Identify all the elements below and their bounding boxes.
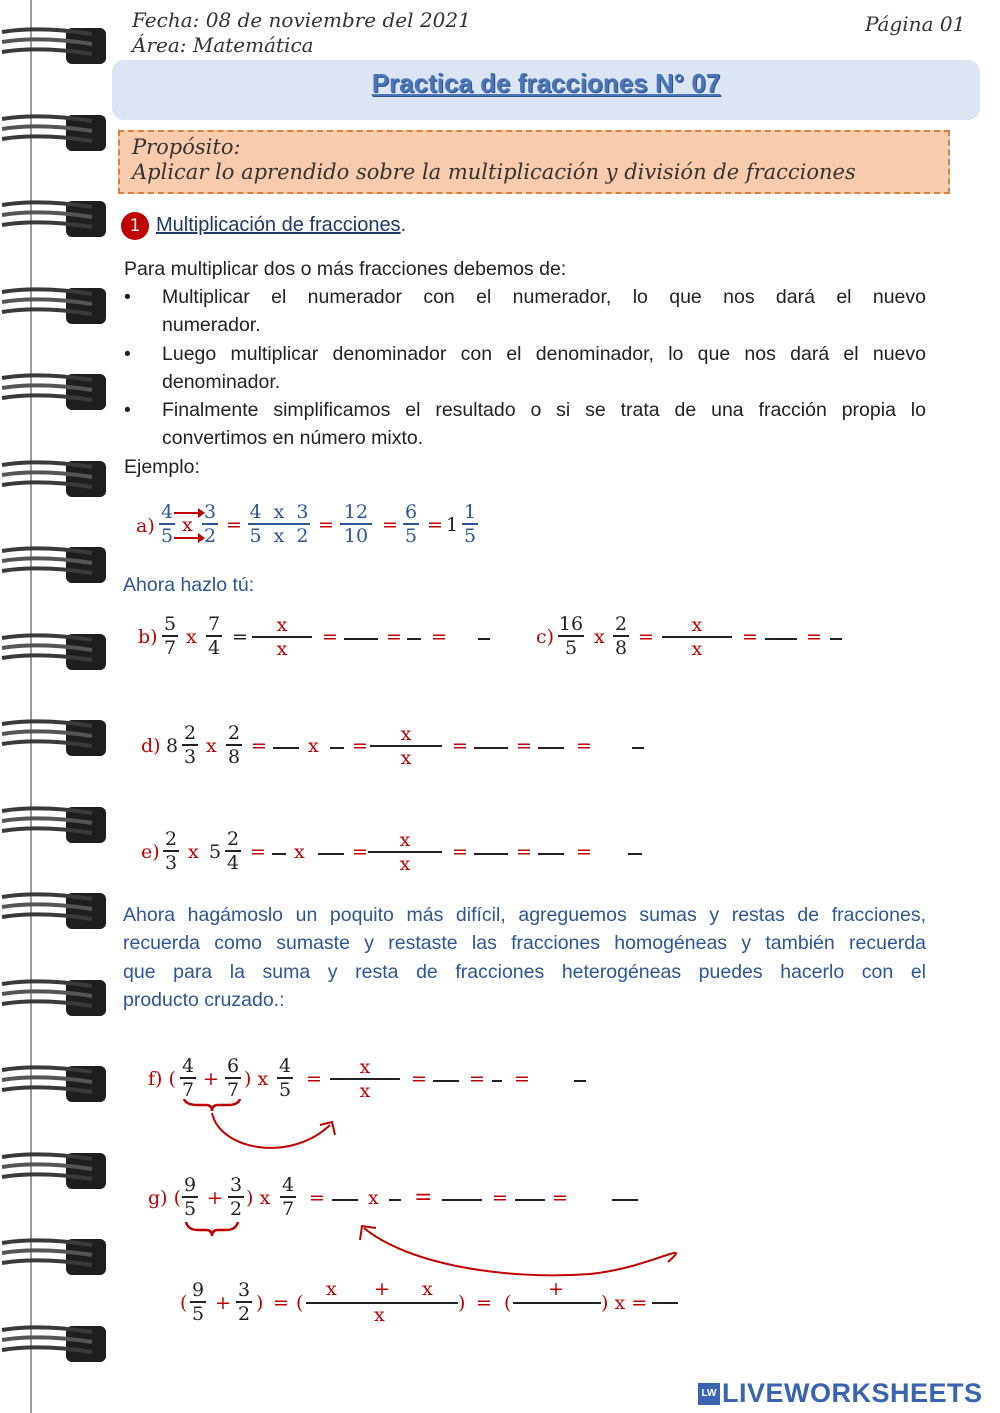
exercise-f-frac3 bbox=[276, 1055, 294, 1101]
exercise-h-top-plus2: + bbox=[548, 1278, 564, 1300]
exercise-f-eq1: = bbox=[411, 1068, 427, 1090]
exercise-h-paren-open2: ( bbox=[504, 1292, 512, 1314]
times-top: x bbox=[399, 829, 411, 851]
exercise-b-frac1 bbox=[161, 613, 179, 659]
exercise-e-blank4[interactable] bbox=[538, 853, 564, 855]
bullet-1-line1: Multiplicar el numerador con el numerador, lo que nos dará el nuevo bbox=[162, 286, 926, 308]
exercise-c-eq1: = bbox=[742, 626, 758, 648]
arrow-curve bbox=[364, 1228, 676, 1275]
example-a-mixed bbox=[461, 501, 479, 547]
exercise-g-eq0: = bbox=[309, 1187, 325, 1209]
exercise-h-tail: ) x = bbox=[601, 1292, 648, 1314]
denominator: 7 bbox=[226, 1078, 240, 1101]
times-top: x bbox=[359, 1056, 371, 1078]
exercise-d-times: x bbox=[206, 735, 217, 757]
times-top: x bbox=[691, 614, 703, 636]
exercise-h-eq1: = bbox=[476, 1292, 492, 1314]
numerator: 2 bbox=[227, 722, 241, 744]
exercise-d-product-blank[interactable] bbox=[370, 723, 442, 769]
exercise-e-product-blank[interactable] bbox=[368, 829, 442, 875]
exercise-h-blank-final[interactable] bbox=[652, 1302, 678, 1304]
numerator: 3 bbox=[203, 501, 217, 523]
exercise-g-close: ) x bbox=[246, 1187, 271, 1209]
numerator: 2 bbox=[183, 722, 197, 744]
area-line: Área: Matemática bbox=[132, 33, 314, 57]
numerator: 9 bbox=[183, 1174, 197, 1196]
exercise-d-blank5[interactable] bbox=[632, 747, 644, 749]
denominator: 5 bbox=[160, 524, 174, 547]
times-top: x bbox=[400, 723, 412, 745]
exercise-d-label: d) bbox=[141, 735, 161, 757]
example-a-eq3: = bbox=[382, 514, 398, 536]
example-a-result bbox=[339, 501, 373, 547]
exercise-f-blank2[interactable] bbox=[492, 1080, 502, 1082]
purpose-label: Propósito: bbox=[132, 135, 241, 159]
denominator: 2 bbox=[203, 524, 217, 547]
denominator: 3 bbox=[164, 851, 178, 874]
exercise-b-eq0: = bbox=[232, 626, 248, 648]
times-bottom: x bbox=[691, 637, 703, 660]
spiral-ring bbox=[0, 368, 110, 418]
bullet-2-mark: • bbox=[124, 343, 131, 365]
spiral-ring bbox=[0, 1233, 110, 1283]
exercise-d-eq0: = bbox=[251, 735, 267, 757]
exercise-g-eq1: = bbox=[414, 1185, 433, 1210]
bullet-1-line2: numerador. bbox=[162, 314, 261, 336]
exercise-h-eq0: = bbox=[273, 1292, 289, 1314]
denominator: 5 bbox=[278, 1078, 292, 1101]
numerator: 4 bbox=[160, 501, 174, 523]
example-a-eq1: = bbox=[226, 514, 242, 536]
exercise-d-blank3[interactable] bbox=[474, 747, 508, 749]
example-a-eq4: = bbox=[427, 514, 443, 536]
exercise-g-frac1 bbox=[181, 1174, 199, 1220]
bullet-3-line1: Finalmente simplificamos el resultado o si se trata de una fracción propia lo bbox=[162, 399, 926, 421]
exercise-g-label: g) ( bbox=[148, 1187, 182, 1209]
exercise-c-times: x bbox=[594, 626, 605, 648]
denominator: 2 bbox=[229, 1197, 243, 1220]
denominator: 8 bbox=[227, 745, 241, 768]
denominator: 7 bbox=[163, 636, 177, 659]
exercise-f-eq0: = bbox=[306, 1068, 322, 1090]
exercise-f-blank1[interactable] bbox=[433, 1080, 459, 1082]
exercise-g-eq2: = bbox=[492, 1187, 508, 1209]
exercise-b-eq1: = bbox=[322, 626, 338, 648]
numerator: 3 bbox=[237, 1279, 251, 1301]
numerator: 2 bbox=[164, 828, 178, 850]
bullet-2-line1: Luego multiplicar denominador con el denominador, lo que nos dará el nuevo bbox=[162, 343, 926, 365]
exercise-e-times: x bbox=[188, 841, 199, 863]
numerator: 9 bbox=[191, 1279, 205, 1301]
numerator: 3 bbox=[229, 1174, 243, 1196]
spiral-ring bbox=[0, 22, 110, 72]
exercise-h-frac2 bbox=[235, 1279, 253, 1325]
denominator: 7 bbox=[181, 1078, 195, 1101]
exercise-c-frac2 bbox=[612, 613, 630, 659]
prompt-harder-line4: producto cruzado.: bbox=[123, 989, 285, 1011]
logo-badge: LW bbox=[698, 1383, 720, 1405]
example-a-simplified bbox=[402, 501, 420, 547]
bullet-2-line2: denominador. bbox=[162, 371, 281, 393]
times-bottom: x bbox=[276, 637, 288, 660]
exercise-e-eq2: = bbox=[452, 841, 468, 863]
exercise-g-eq3: = bbox=[552, 1187, 568, 1209]
numerator: 1 bbox=[463, 501, 477, 523]
exercise-e-blank1[interactable] bbox=[272, 853, 286, 855]
example-a-product bbox=[247, 501, 311, 547]
exercise-f-frac1 bbox=[179, 1055, 197, 1101]
spiral-ring bbox=[0, 887, 110, 937]
exercise-e-frac2 bbox=[224, 828, 242, 874]
exercise-f-plus: + bbox=[203, 1068, 219, 1090]
numerator: 2 bbox=[614, 613, 628, 635]
exercise-h-plus: + bbox=[215, 1292, 231, 1314]
exercise-e-whole: 5 bbox=[209, 841, 222, 863]
exercise-h-open: ( bbox=[180, 1292, 188, 1314]
exercise-d-blank4[interactable] bbox=[538, 747, 564, 749]
exercise-h-close: ) bbox=[256, 1292, 264, 1314]
exercise-d-whole: 8 bbox=[166, 735, 179, 757]
exercise-g-frac2 bbox=[227, 1174, 245, 1220]
exercise-f-brace-arrow bbox=[180, 1095, 350, 1165]
times-bottom: x bbox=[399, 852, 411, 875]
spiral-ring bbox=[0, 541, 110, 591]
denominator: 4 bbox=[226, 851, 240, 874]
exercise-b-eq2: = bbox=[386, 626, 402, 648]
denominator: 3 bbox=[183, 745, 197, 768]
brace bbox=[184, 1099, 240, 1111]
exercise-b-blank3[interactable] bbox=[478, 638, 490, 640]
section-title-text: Multiplicación de fracciones bbox=[156, 214, 401, 236]
spiral-ring bbox=[0, 455, 110, 505]
denominator: 5 bbox=[404, 524, 418, 547]
exercise-f-label: f) ( bbox=[148, 1068, 176, 1090]
prompt-harder-line1: Ahora hagámoslo un poquito más difícil, agreguemos sumas y restas de fracciones, bbox=[123, 904, 926, 926]
exercise-d-blank2[interactable] bbox=[330, 747, 344, 749]
exercise-g-blank2[interactable] bbox=[389, 1199, 401, 1201]
exercise-b-times: x bbox=[186, 626, 197, 648]
exercise-c-eq2: = bbox=[806, 626, 822, 648]
exercise-h-top-x2: x bbox=[422, 1278, 433, 1300]
example-a-times: x bbox=[182, 514, 193, 536]
section-title bbox=[156, 214, 406, 237]
exercise-c-frac1 bbox=[557, 613, 585, 659]
spiral-ring bbox=[0, 628, 110, 678]
exercise-e-eq1: = bbox=[352, 841, 368, 863]
spiral-ring bbox=[0, 1147, 110, 1197]
times-bottom: x bbox=[400, 746, 412, 769]
exercise-h-fraction-bar2[interactable] bbox=[513, 1302, 601, 1304]
numerator: 12 bbox=[343, 501, 369, 523]
exercise-e-label: e) bbox=[141, 841, 160, 863]
exercise-g-times: x bbox=[368, 1187, 379, 1209]
denominator: 5 bbox=[191, 1302, 205, 1325]
exercise-c-label: c) bbox=[536, 626, 555, 648]
example-a-label: a) bbox=[136, 515, 155, 537]
bullet-1-mark: • bbox=[124, 286, 131, 308]
numerator: 5 bbox=[163, 613, 177, 635]
exercise-h-top-plus: + bbox=[374, 1278, 390, 1300]
denominator: 5 bbox=[183, 1197, 197, 1220]
exercise-e-eq3: = bbox=[516, 841, 532, 863]
exercise-f-close: ) x bbox=[244, 1068, 269, 1090]
example-label: Ejemplo: bbox=[124, 456, 200, 478]
exercise-e-eq0: = bbox=[250, 841, 266, 863]
exercise-e-frac1 bbox=[162, 828, 180, 874]
exercise-g-blank1[interactable] bbox=[332, 1199, 358, 1201]
numerator: 4 bbox=[278, 1055, 292, 1077]
exercise-h-top-x1: x bbox=[326, 1278, 337, 1300]
spiral-ring bbox=[0, 1320, 110, 1370]
logo-text: LIVEWORKSHEETS bbox=[722, 1378, 983, 1408]
spiral-ring bbox=[0, 109, 110, 159]
intro-text: Para multiplicar dos o más fracciones debemos de: bbox=[124, 258, 567, 280]
exercise-d-eq2: = bbox=[452, 735, 468, 757]
exercise-d-eq3: = bbox=[516, 735, 532, 757]
arrow-head bbox=[360, 1226, 376, 1240]
exercise-g-plus: + bbox=[207, 1187, 223, 1209]
exercise-b-blank1[interactable] bbox=[344, 638, 378, 640]
exercise-e-times2: x bbox=[294, 841, 305, 863]
exercise-f-frac2 bbox=[224, 1055, 242, 1101]
page-number: Página 01 bbox=[865, 12, 966, 36]
bullet-3-line2: convertimos en número mixto. bbox=[162, 427, 424, 449]
numerator: 4 bbox=[181, 1055, 195, 1077]
exercise-f-eq3: = bbox=[514, 1068, 530, 1090]
exercise-d-blank1[interactable] bbox=[273, 747, 299, 749]
denominator: 5 bbox=[463, 524, 477, 547]
exercise-h-frac1 bbox=[189, 1279, 207, 1325]
exercise-g-frac3 bbox=[279, 1174, 297, 1220]
numerator: 6 bbox=[404, 501, 418, 523]
exercise-b-frac2 bbox=[205, 613, 223, 659]
denominator: 4 bbox=[207, 636, 221, 659]
exercise-f-eq2: = bbox=[469, 1068, 485, 1090]
liveworksheets-logo bbox=[698, 1378, 983, 1409]
numerator: 4 x 3 bbox=[249, 501, 309, 523]
exercise-g-blank4[interactable] bbox=[515, 1199, 545, 1201]
denominator: 7 bbox=[281, 1197, 295, 1220]
section-number-badge: 1 bbox=[121, 212, 149, 240]
exercise-c-product-blank[interactable] bbox=[662, 614, 732, 660]
spiral-ring bbox=[0, 974, 110, 1024]
prompt-try-yourself: Ahora hazlo tú: bbox=[123, 574, 255, 596]
exercise-b-eq3: = bbox=[431, 626, 447, 648]
exercise-h-paren-close: ) bbox=[458, 1292, 466, 1314]
denominator: 2 bbox=[237, 1302, 251, 1325]
denominator: 8 bbox=[614, 636, 628, 659]
numerator: 16 bbox=[558, 613, 584, 635]
exercise-b-blank2[interactable] bbox=[407, 638, 421, 640]
exercise-g-blank5[interactable] bbox=[612, 1199, 638, 1201]
section-title-dot: . bbox=[400, 214, 407, 236]
exercise-e-blank3[interactable] bbox=[474, 853, 508, 855]
spiral-ring bbox=[0, 801, 110, 851]
spiral-ring bbox=[0, 714, 110, 764]
prompt-harder-line2: recuerda como sumaste y restaste las fracciones homogéneas y también recuerda bbox=[123, 932, 926, 954]
spiral-ring bbox=[0, 1060, 110, 1110]
prompt-harder-line3: que para la suma y resta de fracciones heterogéneas puedes hacerlo con el bbox=[123, 961, 926, 983]
exercise-d-frac1 bbox=[181, 722, 199, 768]
example-a-frac2 bbox=[201, 501, 219, 547]
exercise-f-blank3[interactable] bbox=[574, 1080, 586, 1082]
exercise-h-paren-open: ( bbox=[296, 1292, 304, 1314]
denominator: 10 bbox=[343, 524, 369, 547]
page-title: Practica de fracciones N° 07 bbox=[371, 68, 721, 98]
bullet-3-mark: • bbox=[124, 399, 131, 421]
exercise-h-bottom-x: x bbox=[374, 1304, 385, 1326]
brace bbox=[186, 1222, 238, 1236]
exercise-b-product-blank[interactable] bbox=[252, 614, 312, 660]
exercise-g-brace bbox=[184, 1218, 244, 1242]
numerator: 4 bbox=[281, 1174, 295, 1196]
example-a-eq2: = bbox=[318, 514, 334, 536]
spiral-ring bbox=[0, 195, 110, 245]
exercise-c-blank2[interactable] bbox=[830, 638, 842, 640]
exercise-e-eq4: = bbox=[576, 841, 592, 863]
exercise-e-blank2[interactable] bbox=[318, 853, 344, 855]
exercise-g-blank3[interactable] bbox=[442, 1199, 482, 1201]
example-a-whole: 1 bbox=[446, 514, 459, 536]
exercise-c-eq0: = bbox=[638, 626, 654, 648]
denominator: 5 x 2 bbox=[249, 524, 309, 547]
numerator: 2 bbox=[226, 828, 240, 850]
numerator: 6 bbox=[226, 1055, 240, 1077]
exercise-b-label: b) bbox=[138, 626, 158, 648]
exercise-d-frac2 bbox=[225, 722, 243, 768]
exercise-d-eq4: = bbox=[576, 735, 592, 757]
exercise-c-blank1[interactable] bbox=[765, 638, 797, 640]
denominator: 5 bbox=[564, 636, 578, 659]
exercise-g-return-arrow bbox=[350, 1218, 690, 1282]
purpose-text: Aplicar lo aprendido sobre la multiplicación y división de fracciones bbox=[132, 160, 856, 184]
arrow-curve bbox=[212, 1113, 330, 1148]
numerator: 7 bbox=[207, 613, 221, 635]
exercise-e-blank5[interactable] bbox=[628, 853, 642, 855]
exercise-d-times2: x bbox=[308, 735, 319, 757]
times-bottom: x bbox=[359, 1079, 371, 1102]
spiral-ring bbox=[0, 282, 110, 332]
times-top: x bbox=[276, 614, 288, 636]
exercise-d-eq1: = bbox=[352, 735, 368, 757]
date-line: Fecha: 08 de noviembre del 2021 bbox=[132, 8, 471, 32]
